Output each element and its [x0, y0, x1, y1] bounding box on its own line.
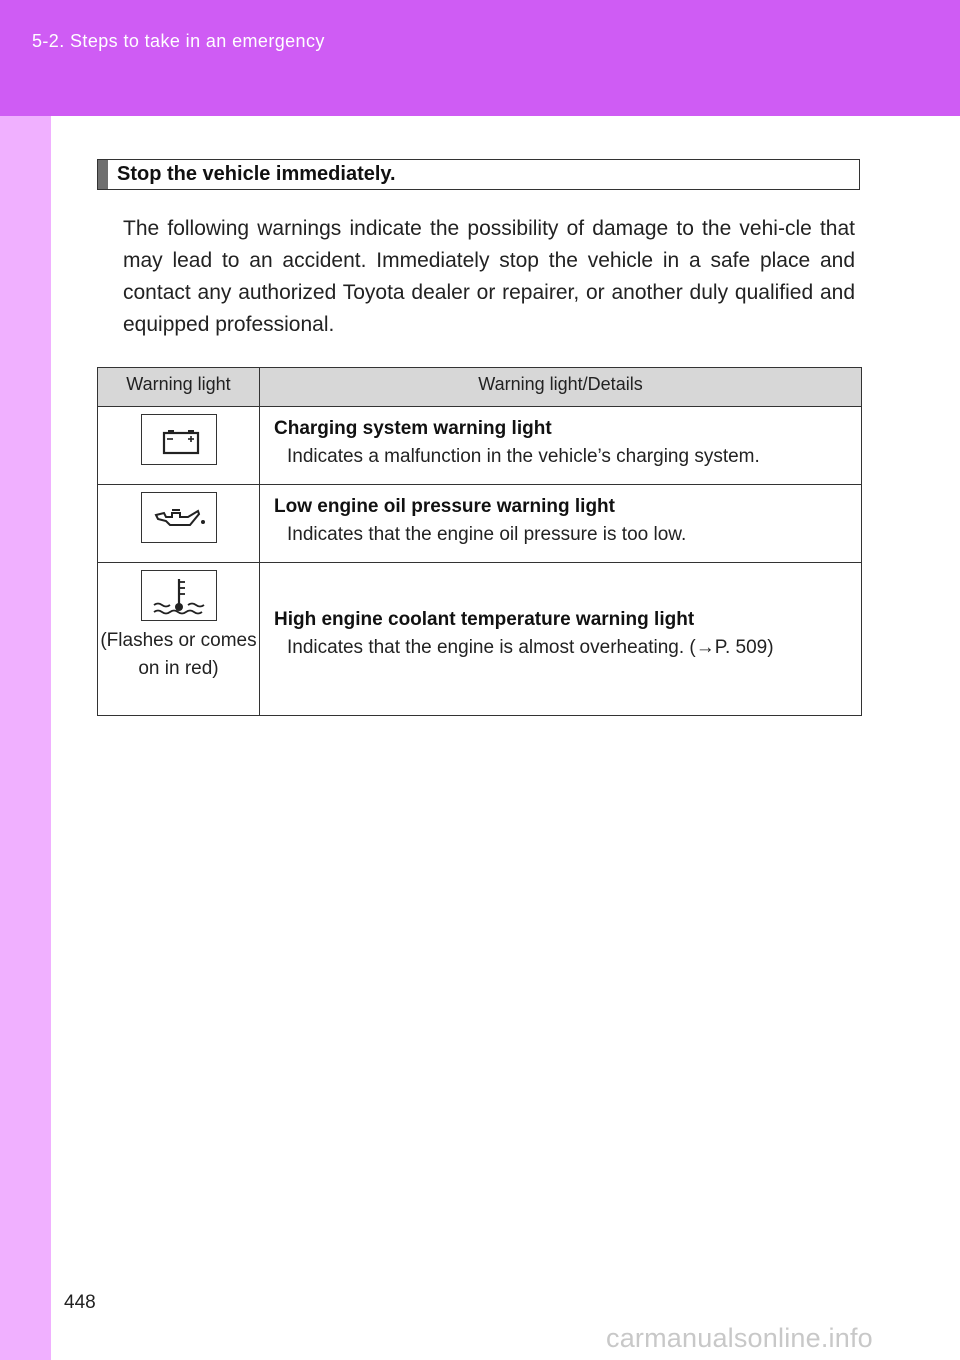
table-header-row	[98, 368, 862, 407]
page-number: 448	[64, 1292, 96, 1313]
warning-description: Indicates a malfunction in the vehicle’s charging system.	[287, 446, 760, 467]
icon-caption: (Flashes or comes on in red)	[100, 630, 257, 679]
table-row	[98, 563, 862, 716]
header-band	[0, 0, 960, 116]
battery-icon	[141, 414, 217, 465]
section-heading-bar	[98, 160, 108, 189]
header-warning-light: Warning light	[98, 368, 260, 407]
watermark-logo: carmanualsonline.info	[606, 1323, 873, 1353]
side-strip	[0, 116, 51, 1360]
coolant-temperature-icon	[141, 570, 217, 621]
detail-cell	[260, 407, 862, 485]
detail-cell	[260, 485, 862, 563]
table-row	[98, 485, 862, 563]
header-warning-details: Warning light/Details	[260, 368, 862, 407]
warning-title: High engine coolant temperature warning light	[274, 609, 695, 630]
section-heading-text: Stop the vehicle immediately.	[117, 163, 396, 185]
table-row	[98, 407, 862, 485]
warning-description: Indicates that the engine oil pressure is too low.	[287, 524, 687, 545]
section-heading	[97, 159, 860, 190]
warning-light-table	[97, 367, 862, 716]
icon-cell	[98, 407, 260, 485]
detail-cell	[260, 563, 862, 716]
warning-title: Low engine oil pressure warning light	[274, 496, 615, 517]
oil-can-icon	[141, 492, 217, 543]
icon-cell	[98, 563, 260, 716]
warning-title: Charging system warning light	[274, 418, 552, 439]
section-breadcrumb: 5-2. Steps to take in an emergency	[32, 31, 325, 51]
intro-paragraph: The following warnings indicate the possibility of damage to the vehi-cle that may lead to an accident. Immediately stop the vehicle in a safe place and contact any authorized Toyota dealer or repairer, or another duly qualified and equipped professional.	[123, 217, 855, 336]
warning-description: Indicates that the engine is almost overheating. (→P. 509)	[287, 637, 774, 658]
icon-cell	[98, 485, 260, 563]
